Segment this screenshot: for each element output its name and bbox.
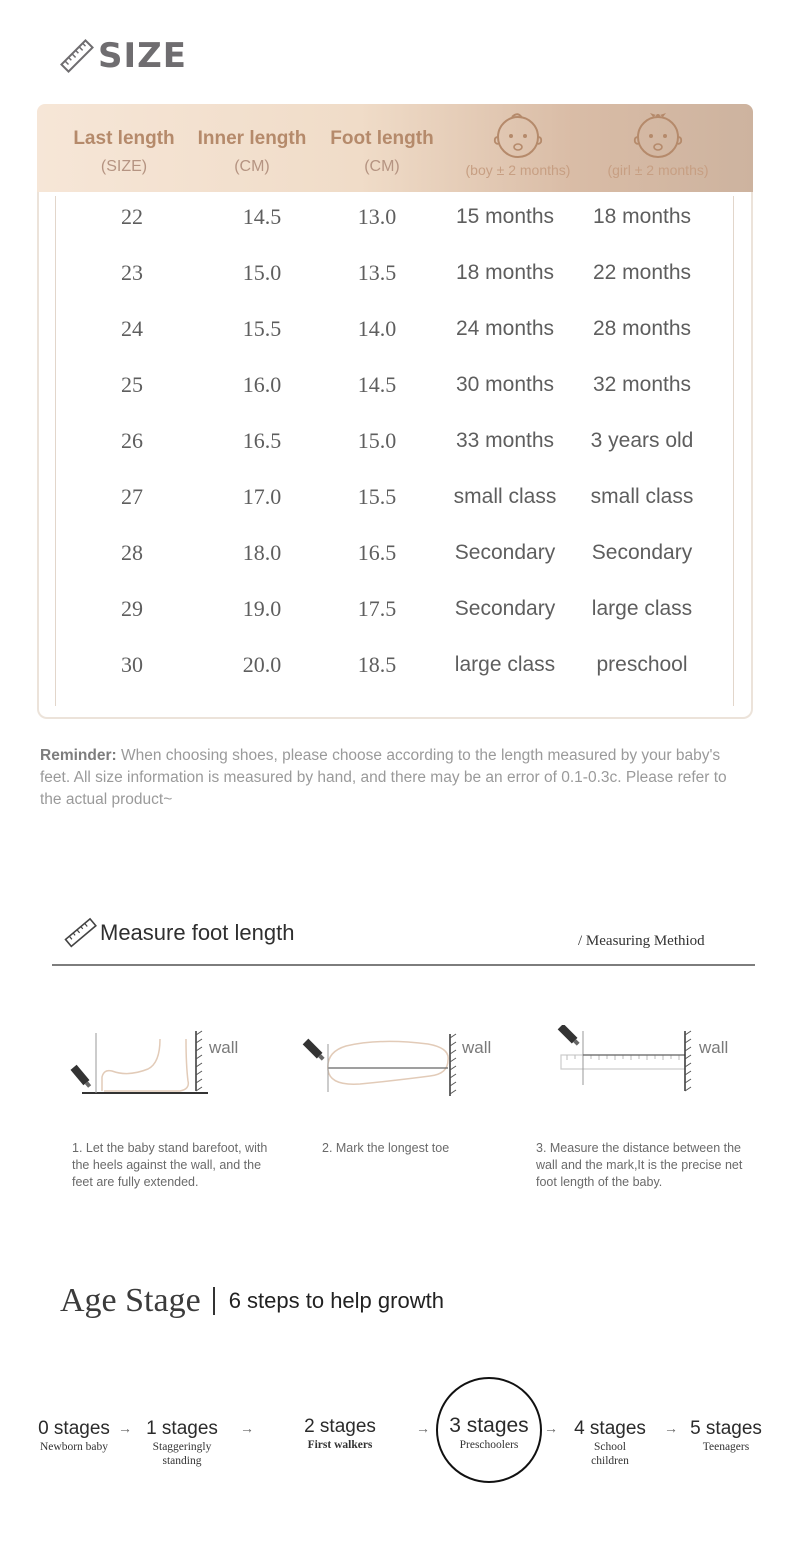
stage-name: 5 stages	[690, 1418, 762, 1439]
stage-5	[680, 1418, 772, 1454]
header-girl-age	[585, 112, 731, 178]
step-3-text: 3. Measure the distance between the wall and the mark,It is the precise net foot length of the baby.	[536, 1141, 743, 1189]
stage-3	[438, 1414, 540, 1452]
size-table-body	[37, 189, 753, 693]
foot-measure-diagram	[555, 1025, 755, 1100]
stage-description: Teenagers	[702, 1441, 750, 1453]
header-label: Inner length	[197, 128, 307, 149]
ruler-icon	[64, 916, 98, 950]
table-cell: 18.0	[242, 540, 282, 565]
table-cell: 17.5	[357, 596, 397, 621]
measure-title-text: Measure foot length	[100, 920, 295, 945]
age-stage-heading: Age Stage	[60, 1282, 201, 1319]
table-cell: 18 months	[455, 261, 555, 284]
table-cell: 17.0	[242, 484, 282, 509]
table-cell: 16.0	[242, 372, 282, 397]
table-cell: 27	[121, 484, 143, 509]
table-cell: small class	[590, 485, 694, 508]
stage-2	[290, 1416, 390, 1452]
age-stage-subtitle: 6 steps to help growth	[228, 1288, 444, 1313]
header-label: (CM)	[364, 158, 400, 175]
table-row	[37, 189, 753, 245]
stage-description: Newborn baby	[39, 1441, 109, 1453]
reminder-text: When choosing shoes, please choose according to the length measured by your baby's feet. All size information is measured by hand, and there may be an error of 0.1-0.3c. Please refer to the actual product~	[40, 747, 727, 808]
header-boy-age	[445, 112, 591, 178]
table-cell: 16.5	[357, 540, 397, 565]
table-cell: 30 months	[455, 373, 555, 396]
table-cell: 23	[121, 260, 143, 285]
size-title-text: SIZE	[98, 36, 188, 76]
table-row	[37, 469, 753, 525]
stage-description: Staggeringly standing	[152, 1441, 212, 1467]
table-cell: 32 months	[592, 373, 692, 396]
table-cell: preschool	[596, 653, 688, 676]
stage-name: 3 stages	[449, 1414, 529, 1437]
size-title	[58, 36, 187, 76]
table-cell: 13.5	[357, 260, 397, 285]
table-cell: 3 years old	[590, 429, 694, 452]
table-cell: 16.5	[242, 428, 282, 453]
header-last-length	[59, 128, 189, 176]
table-cell: 20.0	[242, 652, 282, 677]
stage-name: 0 stages	[38, 1418, 110, 1439]
table-cell: 13.0	[357, 204, 397, 229]
size-table-header	[37, 104, 753, 192]
stage-0	[24, 1418, 124, 1454]
table-cell: 18.5	[357, 652, 397, 677]
measure-divider	[52, 964, 755, 966]
table-row	[37, 357, 753, 413]
stage-1	[136, 1418, 228, 1468]
table-cell: 15.5	[357, 484, 397, 509]
foot-mark-diagram	[300, 1030, 500, 1100]
table-row	[37, 581, 753, 637]
baby-boy-icon	[490, 112, 546, 160]
table-row	[37, 525, 753, 581]
table-cell: 28 months	[592, 317, 692, 340]
table-cell: 15.0	[357, 428, 397, 453]
table-cell: 33 months	[455, 429, 555, 452]
table-cell: 14.0	[357, 316, 397, 341]
table-cell: 24	[121, 316, 143, 341]
arrow-icon: →	[118, 1420, 132, 1436]
reminder-label: Reminder:	[40, 747, 117, 764]
header-label: (girl ± 2 months)	[607, 162, 709, 178]
table-row	[37, 301, 753, 357]
table-cell: 14.5	[357, 372, 397, 397]
table-row	[37, 637, 753, 693]
header-foot-length	[319, 128, 445, 176]
arrow-icon: →	[416, 1420, 430, 1436]
table-cell: 30	[121, 652, 143, 677]
arrow-icon: →	[664, 1420, 678, 1436]
step-1-text: 1. Let the baby stand barefoot, with the heels against the wall, and the feet are fully extended.	[72, 1141, 268, 1189]
table-cell: large class	[591, 597, 693, 620]
ruler-icon	[58, 37, 96, 75]
table-cell: 22	[121, 204, 143, 229]
wall-label: wall	[462, 1038, 492, 1057]
table-cell: 24 months	[455, 317, 555, 340]
table-cell: 15.0	[242, 260, 282, 285]
stage-4	[562, 1418, 658, 1468]
table-cell: 18 months	[592, 205, 692, 228]
header-label: Last length	[73, 128, 175, 149]
header-inner-length	[187, 128, 317, 176]
stage-name: 4 stages	[574, 1418, 646, 1439]
table-row	[37, 245, 753, 301]
table-cell: Secondary	[454, 541, 556, 564]
table-cell: small class	[453, 485, 557, 508]
table-cell: large class	[454, 653, 556, 676]
table-cell: 15.5	[242, 316, 282, 341]
stage-description: School children	[591, 1441, 629, 1467]
table-cell: Secondary	[454, 597, 556, 620]
table-cell: 26	[121, 428, 143, 453]
measure-title	[64, 916, 294, 950]
baby-girl-icon	[630, 112, 686, 160]
table-row	[37, 413, 753, 469]
step-2-text: 2. Mark the longest toe	[322, 1141, 450, 1155]
age-stage-title	[60, 1282, 444, 1320]
stage-name: 2 stages	[304, 1416, 376, 1437]
arrow-icon: →	[544, 1420, 558, 1436]
table-cell: 28	[121, 540, 143, 565]
wall-label: wall	[699, 1038, 729, 1057]
stage-description: Preschoolers	[459, 1439, 519, 1451]
header-label: (SIZE)	[100, 158, 148, 175]
arrow-icon: →	[240, 1420, 254, 1436]
table-cell: 19.0	[242, 596, 282, 621]
wall-label: wall	[209, 1038, 239, 1057]
table-cell: 29	[121, 596, 143, 621]
stage-description: First walkers	[307, 1439, 373, 1451]
table-cell: Secondary	[591, 541, 693, 564]
table-cell: 14.5	[242, 204, 282, 229]
measure-subtitle: / Measuring Methiod	[578, 933, 705, 949]
foot-standing-diagram	[68, 1025, 258, 1105]
table-cell: 15 months	[455, 205, 555, 228]
table-cell: 22 months	[592, 261, 692, 284]
header-label: Foot length	[330, 128, 434, 149]
header-label: (CM)	[234, 158, 270, 175]
header-label: (boy ± 2 months)	[465, 162, 571, 178]
title-divider	[213, 1287, 215, 1315]
table-cell: 25	[121, 372, 143, 397]
stage-name: 1 stages	[146, 1418, 218, 1439]
reminder-note	[40, 745, 740, 811]
